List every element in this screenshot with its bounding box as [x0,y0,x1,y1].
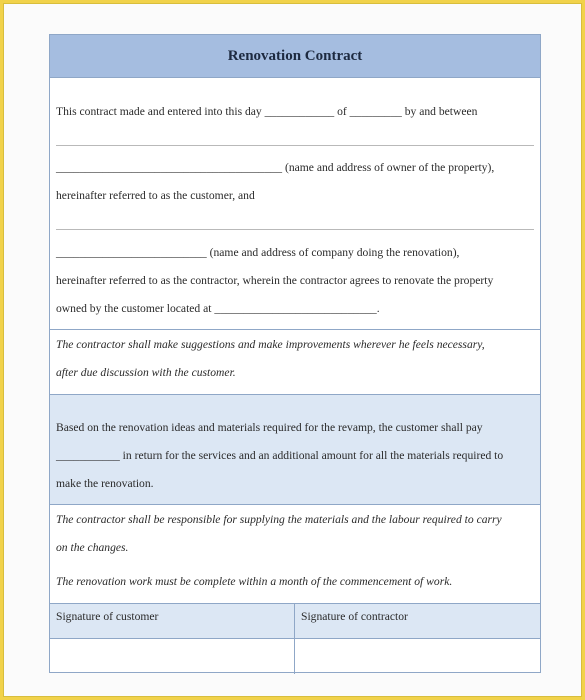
payment-line-2: ___________ in return for the services and an additional amount for all the materials required to [56,449,504,462]
customer-reference-line: hereinafter referred to as the customer, and [56,189,255,202]
materials-line-2: on the changes. [56,541,129,554]
owner-name-line: _______________________________________ (name and address of owner of the property), [56,161,495,174]
materials-line-1: The contractor shall be responsible for supplying the materials and the labour required to carry [56,513,502,526]
payment-line-1: Based on the renovation ideas and materials required for the revamp, the customer shall pay [56,421,483,434]
blank-line [56,229,534,230]
property-location-line: owned by the customer located at ____________________________. [56,302,380,315]
suggestions-line-2: after due discussion with the customer. [56,366,236,379]
payment-line-3: make the renovation. [56,477,154,490]
completion-line: The renovation work must be complete within a month of the commencement of work. [56,575,453,588]
blank-line [56,145,534,146]
payment-section [50,395,540,505]
responsibilities-section [50,505,540,604]
contractor-signature-field[interactable] [294,639,540,674]
suggestions-section [50,330,540,395]
contract-intro-line: This contract made and entered into this day ____________ of _________ by and between [56,105,478,118]
customer-signature-label: Signature of customer [56,610,159,623]
suggestions-line-1: The contractor shall make suggestions and make improvements wherever he feels necessary, [56,338,485,351]
signature-input-row [50,639,540,674]
contract-document [49,34,541,673]
contractor-signature-label: Signature of contractor [294,604,540,638]
company-name-line: __________________________ (name and address of company doing the renovation), [56,246,460,259]
page-frame [3,3,582,697]
contractor-reference-line: hereinafter referred to as the contractor, wherein the contractor agrees to renovate the property [56,274,494,287]
contract-title: Renovation Contract [50,35,540,78]
signature-header-row [50,604,540,639]
parties-section [50,78,540,330]
customer-signature-field[interactable] [50,639,294,674]
